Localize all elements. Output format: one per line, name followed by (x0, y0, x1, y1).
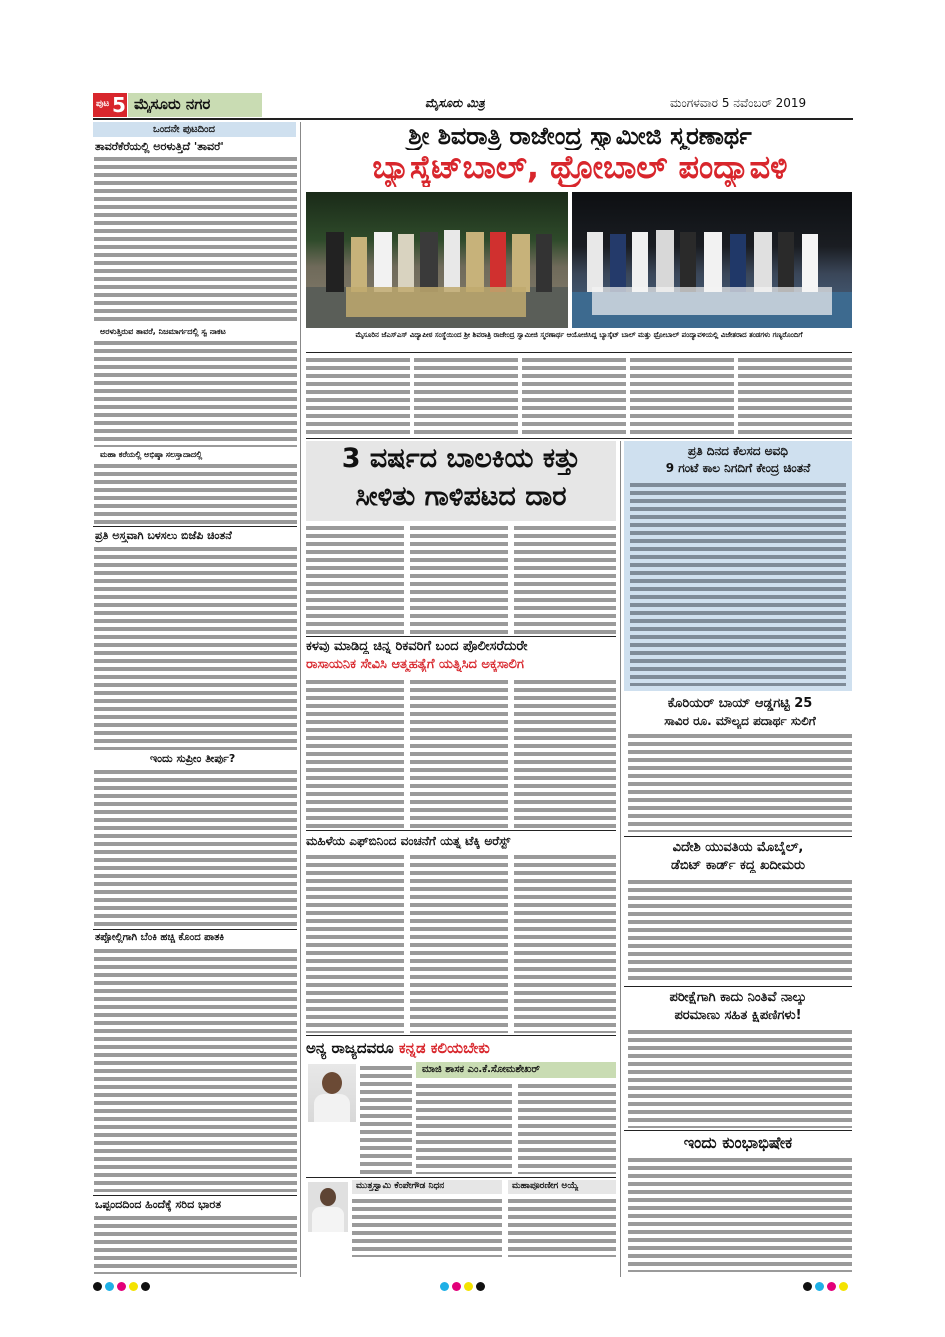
cctv-headline: ಕಳವು ಮಾಡಿದ್ದ ಚಿನ್ನ ರಿಕವರಿಗೆ ಬಂದ ಪೊಲೀಸರೆದುರೇ (306, 639, 528, 654)
story1-subhead-2: ಮಹಾ ಕರೆಯಲ್ಲಿ ಅಭಿಷ್ಠಾ ಸಲಸ್ತಾದಾದಲ್ಲಿ (100, 450, 203, 459)
kite-body-col-2 (410, 524, 508, 634)
story2-body (94, 545, 297, 750)
lead-photo-caption: ಮೈಸೂರಿನ ಜೆಎಸ್‌ಎಸ್ ವಿದ್ಯಾಪೀಠ ಸಂಸ್ಥೆಯಿಂದ ಶ್ರೀ ಶಿವರಾತ್ರಿ ರಾಜೇಂದ್ರ ಸ್ವಾಮೀಜಿ ಸ್ಮರಣಾರ್ಥ ಆಯೋಜಿಸಿದ್ದ ಬ್ಯಾಸ್ಕೆಟ್ ಬಾಲ್ ಮತ್ತು ಥ್ರೋಬಾಲ್ ಪಂದ್ಯಾವಳಿಯಲ್ಲಿ ವಿಜೇತರಾದ ತಂಡಗಳು ಗಣ್ಯರೊಂದಿಗೆ (355, 331, 803, 339)
obit2-title: ಮಹಾಪೂರಣೀಗ ಅಯ್ಯೆ (512, 1181, 579, 1191)
exam-body (628, 1028, 852, 1128)
registration-dot-right-black (803, 1282, 812, 1291)
courier-headline: ಕೊರಿಯರ್ ಬಾಯ್ ಆಡ್ಡಗಟ್ಟಿ 25 (667, 696, 813, 711)
kannada-body-col-2 (416, 1082, 512, 1174)
foreign-top-rule (624, 836, 852, 837)
kannada-body-col-1 (360, 1064, 412, 1174)
throwball-team-photo (572, 192, 852, 328)
page-number: 5 (112, 93, 126, 117)
story5-body (94, 1214, 297, 1274)
foreign-subheadline: ಡೆಬಿಟ್ ಕಾರ್ಡ್ ಕದ್ದ ಖದೀಮರು (671, 858, 805, 873)
registration-dot-center-black (476, 1282, 485, 1291)
section-title: ಮೈಸೂರು ನಗರ (134, 95, 211, 113)
story3-body (94, 768, 297, 926)
kannada-top-rule (306, 1035, 616, 1036)
continued-banner-text: ಒಂದನೇ ಪುಟದಿಂದ (153, 124, 215, 135)
lead-body-col-3 (522, 356, 626, 436)
kite-headline-line1: 3 ವರ್ಷದ ಬಾಲಕಿಯ ಕತ್ತು (341, 443, 581, 474)
registration-dot-right-cyan (815, 1282, 824, 1291)
obit-top-rule (306, 1177, 616, 1178)
lead-caption-rule (306, 352, 852, 353)
foreign-headline: ವಿದೇಶಿ ಯುವತಿಯ ಮೊಬೈಲ್, (672, 840, 804, 855)
fb-body-col-3 (514, 853, 616, 1033)
registration-dot-right-yellow (839, 1282, 848, 1291)
kumbha-body (628, 1156, 852, 1272)
registration-dot-black-2 (141, 1282, 150, 1291)
registration-dot-center-yellow (464, 1282, 473, 1291)
lead-body-col-1 (306, 356, 410, 436)
fb-body-col-2 (410, 853, 508, 1033)
work-hours-body (630, 481, 846, 686)
registration-dot-right-magenta (827, 1282, 836, 1291)
registration-dot-black (93, 1282, 102, 1291)
cctv-body-col-2 (410, 678, 508, 828)
mla-name-bar (416, 1062, 616, 1078)
fb-body-col-1 (306, 853, 404, 1033)
obit2-title-bar (508, 1180, 616, 1194)
exam-top-rule (624, 986, 852, 987)
story4-title: ತಪ್ಪೋಲ್ಲಿಗಾಗಿ ಬೆಂಕಿ ಹಚ್ಚಿ ಕೊಂದ ಪಾತಕಿ (95, 932, 225, 943)
paper-name: ಮೈಸೂರು ಮಿತ್ರ (425, 96, 485, 110)
foreign-body (628, 878, 852, 983)
registration-dot-yellow (129, 1282, 138, 1291)
story1-body-3 (94, 462, 297, 524)
obit1-portrait (308, 1182, 348, 1232)
left-divider-3 (93, 1195, 297, 1196)
kannada-body-col-3 (518, 1082, 616, 1174)
story1-body (94, 155, 297, 325)
work-hours-subtitle: 9 ಗಂಟೆ ಕಾಲ ನಿಗದಿಗೆ ಕೇಂದ್ರ ಚಿಂತನೆ (665, 461, 811, 475)
story5-title: ಒಪ್ಪಂದದಿಂದ ಹಿಂದೆಕ್ಕೆ ಸರಿದ ಭಾರತ (95, 1198, 222, 1211)
lead-headline: ಬ್ಯಾಸ್ಕೆಟ್‌ಬಾಲ್, ಥ್ರೋಬಾಲ್ ಪಂದ್ಯಾವಳಿ (372, 148, 788, 186)
left-divider-1 (93, 526, 297, 527)
obit2-body (508, 1197, 616, 1257)
kite-body-col-3 (514, 524, 616, 634)
lead-body-col-4 (630, 356, 734, 436)
registration-dot-center-cyan (440, 1282, 449, 1291)
kite-body-col-1 (306, 524, 404, 634)
exam-subheadline: ಪರಮಾಣು ಸಹಿತ ಕ್ಷಿಪಣಿಗಳು! (674, 1008, 802, 1023)
lead-kicker: ಶ್ರೀ ಶಿವರಾತ್ರಿ ರಾಜೇಂದ್ರ ಸ್ವಾಮೀಜಿ ಸ್ಮರಣಾರ್ಥ (408, 122, 752, 150)
story1-title: ತಾವರೆಕೆರೆಯಲ್ಲಿ ಅರಳುತ್ತಿದೆ 'ತಾವರೆ' (95, 140, 224, 153)
registration-dot-cyan (105, 1282, 114, 1291)
mla-name-label: ಮಾಜಿ ಶಾಸಕ ಎಂ.ಕೆ.ಸೋಮಶೇಖರ್ (422, 1064, 540, 1075)
exam-headline: ಪರೀಕ್ಷೆಗಾಗಿ ಕಾದು ನಿಂತಿವೆ ನಾಲ್ಕು (669, 990, 807, 1005)
obit1-title-bar (352, 1180, 502, 1194)
fb-top-rule (306, 830, 616, 831)
cctv-subheadline: ರಾಸಾಯನಿಕ ಸೇವಿಸಿ ಆತ್ಮಹತ್ಯೆಗೆ ಯತ್ನಿಸಿದ ಅಕ್ಕಸಾಲಿಗ (306, 657, 524, 672)
courier-body (628, 732, 852, 832)
cctv-body-col-1 (306, 678, 404, 828)
mla-portrait (308, 1064, 356, 1122)
lead-body-col-5 (738, 356, 852, 436)
fb-headline: ಮಹಿಳೆಯ ಎಫ್‌ಬಿನಿಂದ ವಂಚನೆಗೆ ಯತ್ನ ಟೆಕ್ಕಿ ಅರೆಸ್ಟ್ (306, 834, 511, 848)
work-hours-title: ಪ್ರತಿ ದಿನದ ಕೆಲಸದ ಅವಧಿ (687, 444, 789, 458)
column-rule-left (300, 122, 301, 1277)
story1-body-2 (94, 339, 297, 447)
masthead-rule (93, 118, 853, 120)
lead-body-col-2 (414, 356, 518, 436)
cctv-top-rule (306, 636, 616, 637)
kumbha-top-rule (624, 1130, 852, 1131)
basketball-team-photo (306, 192, 568, 328)
issue-date: ಮಂಗಳವಾರ 5 ನವೆಂಬರ್ 2019 (670, 96, 807, 110)
story3-title: ಇಂದು ಸುಪ್ರೀಂ ತೀರ್ಪು? (150, 752, 236, 765)
story4-body (94, 947, 297, 1192)
left-divider-2 (93, 929, 297, 930)
kannada-headline-part2: ಕನ್ನಡ ಕಲಿಯಬೇಕು (398, 1039, 490, 1057)
kite-headline-line2: ಸೀಳಿತು ಗಾಳಿಪಟದ ದಾರ (355, 481, 567, 512)
lead-bottom-rule (306, 438, 852, 439)
obit1-title: ಮುತ್ತಸ್ವಾಮಿ ಕೆಂಪೇಗೌಡ ನಿಧನ (356, 1181, 445, 1191)
kumbha-headline: ಇಂದು ಕುಂಭಾಭಿಷೇಕ (683, 1133, 793, 1152)
registration-dot-magenta (117, 1282, 126, 1291)
work-hours-box (624, 441, 852, 691)
page-label: ಪುಟ (96, 99, 110, 109)
obit1-body (352, 1197, 502, 1257)
kite-headline-box (306, 441, 616, 521)
registration-dot-center-magenta (452, 1282, 461, 1291)
continued-banner (93, 122, 296, 137)
kannada-headline (306, 1038, 618, 1060)
page-number-badge (93, 93, 127, 117)
cctv-body-col-3 (514, 678, 616, 828)
kannada-headline-part1: ಅನ್ಯ ರಾಜ್ಯದವರೂ (306, 1039, 394, 1057)
column-rule-right (620, 441, 621, 1277)
courier-subheadline: ಸಾವಿರ ರೂ. ಮೌಲ್ಯದ ಪದಾರ್ಥ ಸುಲಿಗೆ (664, 714, 816, 728)
story1-subhead-1: ಅರಳುತ್ತಿರುವ ತಾವರೆ, ನಿಜಮಾರ್ಗದಲ್ಲಿ ಸ್ವ ನಾಕಟ (100, 327, 226, 336)
section-title-bar (128, 93, 262, 117)
story2-title: ಪ್ರತಿ ಅಸ್ತ್ರವಾಗಿ ಬಳಸಲು ಬಿಜೆಪಿ ಚಿಂತನೆ (95, 529, 232, 542)
